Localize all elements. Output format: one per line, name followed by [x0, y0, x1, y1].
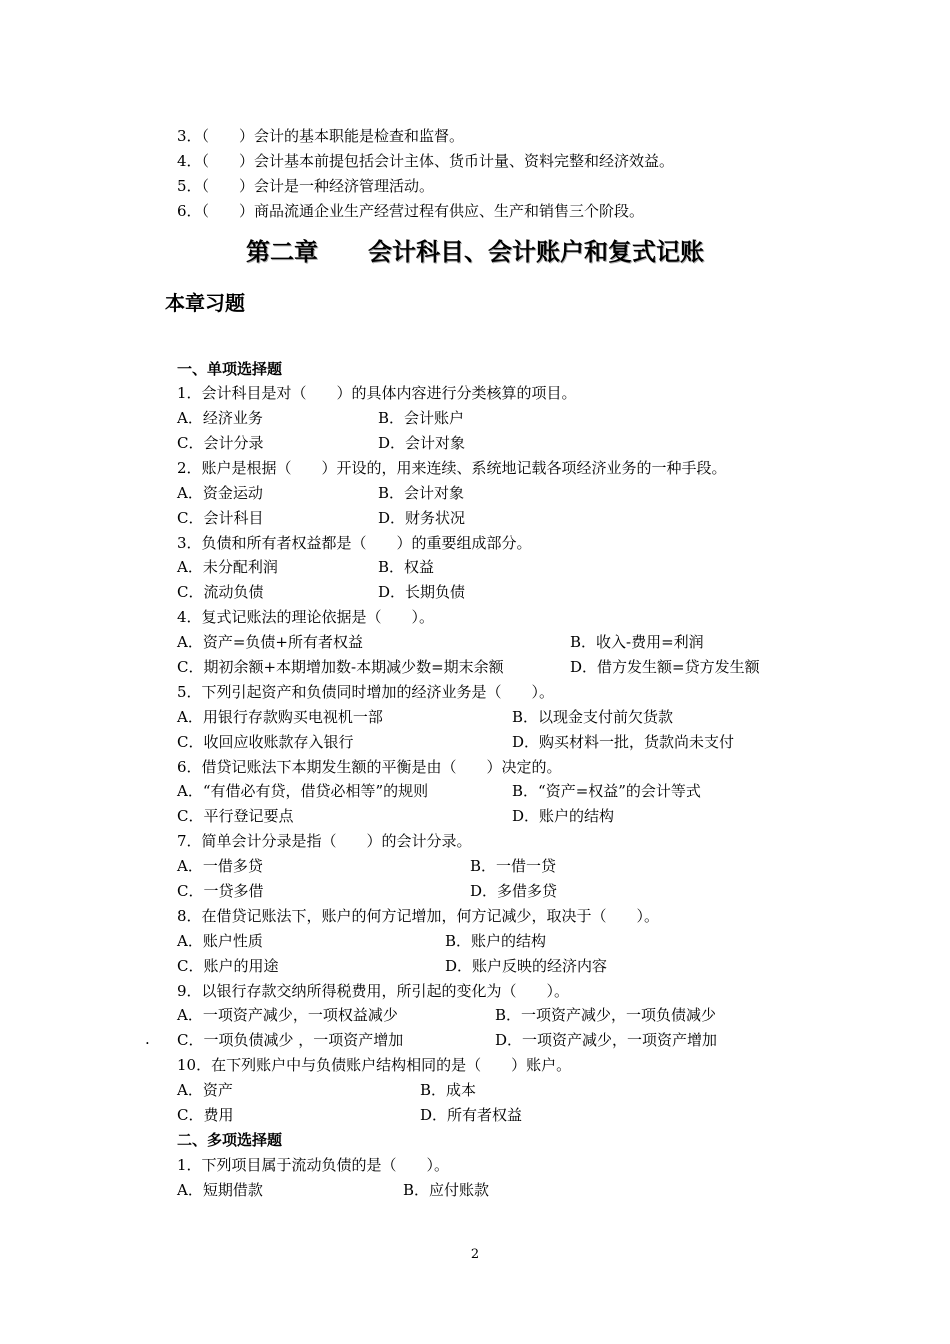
- q6-option-d: D．账户的结构: [512, 807, 615, 825]
- q7-option-b: B．一借一贷: [470, 857, 557, 875]
- q9-option-a: A．一项资产减少，一项权益减少: [177, 1006, 398, 1024]
- q4-option-a: A．资产=负债+所有者权益: [177, 633, 363, 651]
- chapter-number: 第二章: [246, 238, 318, 266]
- q7-option-c: C．一贷多借: [177, 882, 264, 900]
- q4-option-d: D．借方发生额=贷方发生额: [570, 658, 760, 676]
- question-5: 5．下列引起资产和负债同时增加的经济业务是（ ）。: [177, 683, 555, 701]
- q8-option-d: D．账户反映的经济内容: [445, 957, 608, 975]
- judge-item-5: 5．（ ）会计是一种经济管理活动。: [177, 177, 435, 195]
- question-8: 8．在借贷记账法下，账户的何方记增加，何方记减少，取决于（ ）。: [177, 907, 660, 925]
- q2-option-b: B．会计对象: [378, 484, 465, 502]
- judge-item-4: 4．（ ）会计基本前提包括会计主体、货币计量、资料完整和经济效益。: [177, 152, 675, 170]
- multi-q1-option-a: A．短期借款: [177, 1181, 263, 1199]
- question-1: 1．会计科目是对（ ）的具体内容进行分类核算的项目。: [177, 384, 577, 402]
- exercises-heading: 本章习题: [165, 291, 245, 315]
- question-6: 6．借贷记账法下本期发生额的平衡是由（ ）决定的。: [177, 758, 562, 776]
- q5-option-c: C．收回应收账款存入银行: [177, 733, 354, 751]
- q9-option-d: D．一项资产减少，一项资产增加: [495, 1031, 718, 1049]
- question-3: 3．负债和所有者权益都是（ ）的重要组成部分。: [177, 534, 532, 552]
- multi-question-1: 1．下列项目属于流动负债的是（ ）。: [177, 1156, 450, 1174]
- q9-option-b: B．一项资产减少，一项负债减少: [495, 1006, 717, 1024]
- q1-option-c: C．会计分录: [177, 434, 264, 452]
- judge-item-3: 3．（ ）会计的基本职能是检查和监督。: [177, 127, 465, 145]
- q3-option-b: B．权益: [378, 558, 435, 576]
- q7-option-a: A．一借多贷: [177, 857, 263, 875]
- question-10: 10．在下列账户中与负债账户结构相同的是（ ）账户。: [177, 1056, 572, 1074]
- q6-option-a: A．“有借必有贷，借贷必相等”的规则: [177, 782, 429, 800]
- q1-option-d: D．会计对象: [378, 434, 466, 452]
- question-2: 2．账户是根据（ ）开设的，用来连续、系统地记载各项经济业务的一种手段。: [177, 459, 727, 477]
- chapter-title: [0, 232, 950, 267]
- q5-option-d: D．购买材料一批，货款尚未支付: [512, 733, 735, 751]
- q4-option-c: C．期初余额+本期增加数-本期减少数=期末余额: [177, 658, 504, 676]
- question-4: 4．复式记账法的理论依据是（ ）。: [177, 608, 435, 626]
- q2-option-c: C．会计科目: [177, 509, 264, 527]
- q6-option-c: C．平行登记要点: [177, 807, 294, 825]
- section-single-choice-heading: 一、单项选择题: [177, 360, 283, 378]
- judge-item-6: 6．（ ）商品流通企业生产经营过程有供应、生产和销售三个阶段。: [177, 202, 645, 220]
- multi-q1-option-b: B．应付账款: [403, 1181, 490, 1199]
- q5-option-a: A．用银行存款购买电视机一部: [177, 708, 383, 726]
- q8-option-b: B．账户的结构: [445, 932, 547, 950]
- q1-option-b: B．会计账户: [378, 409, 465, 427]
- q8-option-c: C．账户的用途: [177, 957, 279, 975]
- q9-option-c: C．一项负债减少 ，一项资产增加: [177, 1031, 404, 1049]
- q8-option-a: A．账户性质: [177, 932, 263, 950]
- q2-option-d: D．财务状况: [378, 509, 466, 527]
- q7-option-d: D．多借多贷: [470, 882, 558, 900]
- page-number: 2: [470, 1247, 480, 1262]
- q1-option-a: A．经济业务: [177, 409, 263, 427]
- q3-option-d: D．长期负债: [378, 583, 466, 601]
- question-9: 9．以银行存款交纳所得税费用，所引起的变化为（ ）。: [177, 982, 570, 1000]
- q3-option-a: A．未分配利润: [177, 558, 278, 576]
- q6-option-b: B．“资产=权益”的会计等式: [512, 782, 701, 800]
- q10-option-b: B．成本: [420, 1081, 477, 1099]
- q4-option-b: B．收入-费用=利润: [570, 633, 704, 651]
- q10-option-d: D．所有者权益: [420, 1106, 523, 1124]
- q10-option-a: A．资产: [177, 1081, 233, 1099]
- q2-option-a: A．资金运动: [177, 484, 263, 502]
- q3-option-c: C．流动负债: [177, 583, 264, 601]
- chapter-name: 会计科目、会计账户和复式记账: [368, 238, 704, 266]
- q10-option-c: C．费用: [177, 1106, 234, 1124]
- question-7: 7．简单会计分录是指（ ）的会计分录。: [177, 832, 472, 850]
- section-multi-choice-heading: 二、多项选择题: [177, 1131, 283, 1149]
- stray-dot: .: [145, 1030, 150, 1048]
- q5-option-b: B．以现金支付前欠货款: [512, 708, 674, 726]
